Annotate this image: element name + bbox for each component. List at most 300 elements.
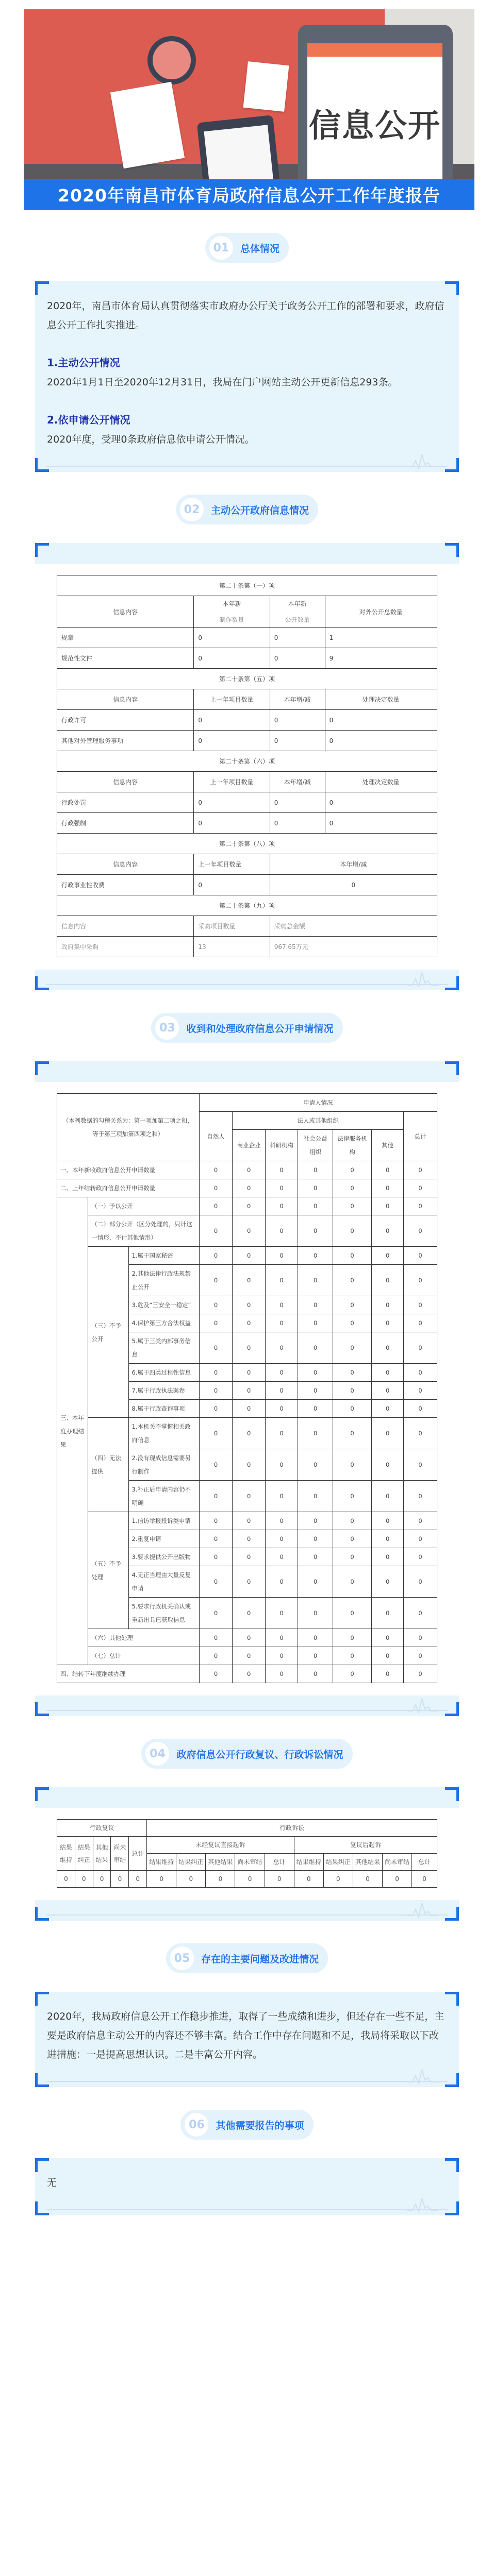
- table-row: 规章 0 0 1: [57, 628, 437, 648]
- value-cell: 0: [404, 1215, 437, 1247]
- value-cell: 0: [265, 1197, 298, 1215]
- value-cell: 0: [298, 1598, 333, 1629]
- value-cell: 0: [233, 1215, 265, 1247]
- value-cell: 0: [412, 1871, 437, 1888]
- value-cell: 0: [298, 1179, 333, 1197]
- row-label: 2.重复申请: [128, 1530, 199, 1548]
- table-row: [57, 1871, 437, 1888]
- value-cell: 0: [372, 1449, 404, 1481]
- value-cell: 0: [333, 1629, 372, 1647]
- chart-paper-illustration: [243, 61, 289, 112]
- column-header: 结果纠正: [176, 1854, 206, 1871]
- report-page: [0, 9, 494, 2277]
- value-cell: 0: [265, 1481, 298, 1512]
- value-cell: 0: [265, 1548, 298, 1566]
- value-cell: 0: [333, 1400, 372, 1418]
- row-label: 4.保护第三方合法权益: [128, 1314, 199, 1332]
- value-cell: 0: [298, 1566, 333, 1598]
- value-cell: 0: [233, 1247, 265, 1265]
- value-cell: 0: [372, 1548, 404, 1566]
- value-cell: 0: [199, 1481, 233, 1512]
- value-cell: 0: [199, 1418, 233, 1449]
- section-number: 06: [185, 2113, 208, 2137]
- item-title: 第二十条第（八）项: [57, 834, 437, 854]
- value-cell: 0: [404, 1161, 437, 1179]
- value-cell: 0: [265, 1598, 298, 1629]
- value-cell: 0: [333, 1332, 372, 1364]
- value-cell: 0: [57, 1871, 75, 1888]
- column-header: 行政诉讼: [147, 1820, 437, 1837]
- value-cell: 0: [298, 1332, 333, 1364]
- column-header: 其他结果: [206, 1854, 235, 1871]
- value-cell: 0: [404, 1265, 437, 1296]
- value-cell: 0: [265, 1418, 298, 1449]
- value-cell: 0: [298, 1665, 333, 1683]
- column-header: 上一年项目数量: [194, 689, 270, 710]
- value-cell: 0: [298, 1418, 333, 1449]
- value-cell: 0: [333, 1215, 372, 1247]
- column-header: 处理决定数量: [325, 689, 437, 710]
- subgroup-label: （五）不予处理: [88, 1512, 128, 1629]
- value-cell: 0: [199, 1598, 233, 1629]
- column-header: 本年增/减: [270, 689, 325, 710]
- column-header: 其他结果: [353, 1854, 382, 1871]
- value-cell: 0: [233, 1647, 265, 1665]
- value-cell: 0: [333, 1265, 372, 1296]
- value-cell: 0: [333, 1481, 372, 1512]
- value-cell: 0: [265, 1665, 298, 1683]
- review-litigation-box: [35, 1787, 459, 1921]
- value-cell: 0: [75, 1871, 93, 1888]
- value-cell: 0: [404, 1418, 437, 1449]
- pulse-line-icon: [407, 1698, 438, 1713]
- table-row: 行政处罚 0 0 0: [57, 792, 437, 813]
- value-cell: 0: [333, 1364, 372, 1382]
- value-cell: 0: [333, 1598, 372, 1629]
- row-label: （六）其他处理: [88, 1629, 199, 1647]
- value-cell: 0: [372, 1179, 404, 1197]
- value-cell: 0: [404, 1382, 437, 1400]
- table-row: [57, 1647, 437, 1665]
- column-header: 结果纠正: [75, 1837, 93, 1871]
- value-cell: 0: [199, 1364, 233, 1382]
- section-title: 收到和处理政府信息公开申请情况: [186, 1023, 334, 1035]
- problems-text: 2020年，我局政府信息公开工作稳步推进，取得了一些成绩和进步，但还存在一些不足，主要是政府信息主动公开的内容还不够丰富。结合工作中存在问题和不足，我局将采取以下改进措施：一是提高思想认识。二是丰富公开内容。: [47, 2011, 444, 2060]
- column-header: 信息内容: [57, 596, 194, 628]
- section-title: 存在的主要问题及改进情况: [201, 1953, 319, 1965]
- table-row: 规范性文件 0 0 9: [57, 648, 437, 669]
- value-cell: 0: [265, 1364, 298, 1382]
- value-cell: 0: [265, 1871, 294, 1888]
- value-cell: 0: [298, 1530, 333, 1548]
- table-note: （本列数据的勾稽关系为：第一项加第二项之和，等于第三项加第四项之和）: [57, 1094, 200, 1161]
- value-cell: 0: [199, 1382, 233, 1400]
- column-header: 对外公开总数量: [325, 596, 437, 628]
- section-header-06: [0, 2110, 494, 2140]
- row-label: 四、结转下年度继续办理: [57, 1665, 200, 1683]
- row-label: 6.属于四类过程性信息: [128, 1364, 199, 1382]
- review-litigation-table: [57, 1819, 437, 1888]
- active-disclosure-table: [57, 575, 437, 957]
- row-label: 7.属于行政执法案卷: [128, 1382, 199, 1400]
- section-header-02: [0, 495, 494, 524]
- value-cell: 0: [333, 1566, 372, 1598]
- value-cell: 0: [404, 1197, 437, 1215]
- value-cell: 0: [353, 1871, 382, 1888]
- row-label: 2.没有现成信息需要另行制作: [128, 1449, 199, 1481]
- value-cell: 0: [233, 1418, 265, 1449]
- value-cell: 0: [404, 1314, 437, 1332]
- table-row: [57, 1247, 437, 1265]
- pulse-line-icon: [407, 1902, 438, 1918]
- value-cell: 0: [298, 1314, 333, 1332]
- value-cell: 0: [199, 1665, 233, 1683]
- value-cell: 0: [333, 1665, 372, 1683]
- row-label: 3.危及“三安全一稳定”: [128, 1296, 199, 1314]
- value-cell: 0: [199, 1449, 233, 1481]
- value-cell: 0: [298, 1197, 333, 1215]
- value-cell: 0: [265, 1247, 298, 1265]
- value-cell: 0: [333, 1418, 372, 1449]
- value-cell: 0: [372, 1566, 404, 1598]
- table-row: 其他对外管理服务事项 0 0 0: [57, 731, 437, 751]
- table-row: [57, 1179, 437, 1197]
- subgroup-label: （三）不予公开: [88, 1247, 128, 1418]
- value-cell: 0: [298, 1161, 333, 1179]
- column-header: 结果维持: [147, 1854, 176, 1871]
- table-row: [57, 1629, 437, 1647]
- value-cell: 0: [93, 1871, 111, 1888]
- section-header-03: [0, 1013, 494, 1043]
- value-cell: 0: [333, 1512, 372, 1530]
- value-cell: 0: [404, 1481, 437, 1512]
- value-cell: 0: [372, 1215, 404, 1247]
- value-cell: 0: [233, 1179, 265, 1197]
- value-cell: 0: [372, 1247, 404, 1265]
- column-header: 自然人: [199, 1112, 233, 1161]
- value-cell: 0: [333, 1161, 372, 1179]
- value-cell: 0: [199, 1647, 233, 1665]
- chart-paper-illustration: [110, 82, 185, 169]
- value-cell: 0: [298, 1449, 333, 1481]
- value-cell: 0: [372, 1332, 404, 1364]
- application-disclosure-text: 2020年度，受理0条政府信息依申请公开情况。: [47, 434, 255, 445]
- value-cell: 0: [233, 1566, 265, 1598]
- row-label: 1.信访举报投诉类申请: [128, 1512, 199, 1530]
- value-cell: 0: [333, 1296, 372, 1314]
- group-label: 三、本年度办理结果: [57, 1197, 88, 1665]
- column-header: 信息内容: [57, 916, 194, 937]
- column-header: 尚未审结: [235, 1854, 265, 1871]
- section-header-05: [0, 1943, 494, 1973]
- column-header: 复议后起诉: [294, 1837, 437, 1854]
- value-cell: 0: [265, 1215, 298, 1247]
- row-label: 2.其他法律行政法规禁止公开: [128, 1265, 199, 1296]
- column-header: 尚未审结: [383, 1854, 412, 1871]
- report-title: 2020年南昌市体育局政府信息公开工作年度报告: [24, 179, 474, 210]
- table-row: 政府集中采购 13 967.65万元: [57, 937, 437, 957]
- value-cell: 0: [129, 1871, 147, 1888]
- corner-bracket: [445, 281, 459, 295]
- row-label: 1.本机关不掌握相关政府信息: [128, 1418, 199, 1449]
- table-row: 行政事业性收费 0 0: [57, 875, 437, 895]
- value-cell: 0: [233, 1400, 265, 1418]
- table-row: 行政强制 0 0 0: [57, 813, 437, 834]
- value-cell: 0: [199, 1179, 233, 1197]
- value-cell: 0: [265, 1179, 298, 1197]
- value-cell: 0: [298, 1481, 333, 1512]
- value-cell: 0: [233, 1629, 265, 1647]
- row-label: 1.属于国家秘密: [128, 1247, 199, 1265]
- row-label: 一、本年新收政府信息公开申请数量: [57, 1161, 200, 1179]
- value-cell: 0: [372, 1364, 404, 1382]
- pulse-line-icon: [407, 972, 438, 987]
- value-cell: 0: [199, 1400, 233, 1418]
- section-title: 政府信息公开行政复议、行政诉讼情况: [176, 1749, 343, 1760]
- value-cell: 0: [298, 1265, 333, 1296]
- column-header: 总计: [404, 1112, 437, 1161]
- value-cell: 0: [233, 1265, 265, 1296]
- item-title: 第二十条第（六）项: [57, 751, 437, 772]
- value-cell: 0: [265, 1296, 298, 1314]
- magnifier-illustration: [147, 36, 196, 84]
- pulse-line-icon: [407, 2069, 438, 2084]
- value-cell: 0: [333, 1548, 372, 1566]
- value-cell: 0: [323, 1871, 353, 1888]
- value-cell: 0: [176, 1871, 206, 1888]
- column-header: 行政复议: [57, 1820, 147, 1837]
- column-header: 总计: [129, 1837, 147, 1871]
- value-cell: 0: [235, 1871, 265, 1888]
- row-label: 3.补正后申请内容仍不明确: [128, 1481, 199, 1512]
- column-header: 申请人情况: [199, 1094, 437, 1112]
- section-title: 总体情况: [240, 243, 279, 255]
- item-title: 第二十条第（一）项: [57, 575, 437, 596]
- item-title: 第二十条第（九）项: [57, 895, 437, 916]
- value-cell: 0: [372, 1530, 404, 1548]
- value-cell: 0: [233, 1530, 265, 1548]
- value-cell: 0: [233, 1548, 265, 1566]
- value-cell: 0: [199, 1296, 233, 1314]
- column-header: 处理决定数量: [325, 772, 437, 792]
- column-header: 结果维持: [57, 1837, 75, 1871]
- value-cell: 0: [265, 1566, 298, 1598]
- value-cell: 0: [199, 1265, 233, 1296]
- value-cell: 0: [372, 1314, 404, 1332]
- value-cell: 0: [298, 1296, 333, 1314]
- value-cell: 0: [265, 1265, 298, 1296]
- value-cell: 0: [265, 1512, 298, 1530]
- table-row: 行政许可 0 0 0: [57, 710, 437, 731]
- table-row: [57, 1197, 437, 1215]
- table-row: [57, 1215, 437, 1247]
- value-cell: 0: [233, 1364, 265, 1382]
- section-title: 主动公开政府信息情况: [210, 504, 309, 516]
- column-header: 本年新 制作数量: [194, 596, 270, 628]
- column-header: 未经复议直接起诉: [147, 1837, 294, 1854]
- value-cell: 0: [199, 1161, 233, 1179]
- value-cell: 0: [404, 1598, 437, 1629]
- column-header: 采购总金额: [270, 916, 437, 937]
- value-cell: 0: [265, 1449, 298, 1481]
- value-cell: 0: [372, 1665, 404, 1683]
- row-label: （二）部分公开（区分处理的，只计这一情形，不计其他情形）: [88, 1215, 199, 1247]
- value-cell: 0: [404, 1364, 437, 1382]
- problems-box: [35, 1992, 459, 2087]
- active-disclosure-text: 2020年1月1日至2020年12月31日，我局在门户网站主动公开更新信息293条。: [47, 377, 398, 388]
- column-header: 法人或其他组织: [233, 1112, 404, 1130]
- value-cell: 0: [372, 1629, 404, 1647]
- row-label: （一）予以公开: [88, 1197, 199, 1215]
- section-number: 01: [209, 236, 233, 260]
- value-cell: 0: [233, 1161, 265, 1179]
- active-disclosure-heading: 1.主动公开情况: [47, 357, 120, 369]
- section-title: 其他需要报告的事项: [216, 2120, 304, 2131]
- value-cell: 0: [333, 1382, 372, 1400]
- value-cell: 0: [333, 1179, 372, 1197]
- value-cell: 0: [233, 1314, 265, 1332]
- value-cell: 0: [372, 1400, 404, 1418]
- value-cell: 0: [298, 1247, 333, 1265]
- section-number: 02: [180, 498, 204, 521]
- value-cell: 0: [372, 1598, 404, 1629]
- section-number: 05: [170, 1946, 194, 1970]
- value-cell: 0: [199, 1566, 233, 1598]
- column-header: 本年新 公开数量: [270, 596, 325, 628]
- value-cell: 0: [233, 1481, 265, 1512]
- value-cell: 0: [233, 1449, 265, 1481]
- value-cell: 0: [372, 1481, 404, 1512]
- row-label: 4.无正当理由大量反复申请: [128, 1566, 199, 1598]
- value-cell: 0: [372, 1197, 404, 1215]
- value-cell: 0: [404, 1629, 437, 1647]
- value-cell: 0: [333, 1647, 372, 1665]
- value-cell: 0: [333, 1530, 372, 1548]
- item-title: 第二十条第（五）项: [57, 669, 437, 689]
- column-header: 尚未审结: [111, 1837, 129, 1871]
- value-cell: 0: [372, 1418, 404, 1449]
- value-cell: 0: [265, 1530, 298, 1548]
- value-cell: 0: [404, 1647, 437, 1665]
- other-matters-text: 无: [47, 2177, 57, 2189]
- laptop-illustration: [298, 25, 453, 205]
- value-cell: 0: [265, 1647, 298, 1665]
- column-header: 其他: [372, 1130, 404, 1161]
- value-cell: 0: [199, 1332, 233, 1364]
- value-cell: 0: [199, 1314, 233, 1332]
- row-label: （七）总计: [88, 1647, 199, 1665]
- row-label: 3.要求提供公开出版物: [128, 1548, 199, 1566]
- overview-intro: 2020年，南昌市体育局认真贯彻落实市政府办公厅关于政务公开工作的部署和要求，政府信息公开工作扎实推进。: [47, 300, 444, 331]
- corner-bracket: [35, 458, 49, 472]
- section-number: 03: [155, 1016, 179, 1040]
- value-cell: 0: [372, 1512, 404, 1530]
- value-cell: 0: [265, 1382, 298, 1400]
- value-cell: 0: [333, 1247, 372, 1265]
- pulse-line-icon: [407, 2197, 438, 2212]
- value-cell: 0: [372, 1296, 404, 1314]
- column-header: 总计: [412, 1854, 437, 1871]
- laptop-screen-label: 信息公开: [308, 107, 441, 144]
- value-cell: 0: [199, 1197, 233, 1215]
- value-cell: 0: [199, 1512, 233, 1530]
- application-disclosure-heading: 2.依申请公开情况: [47, 414, 130, 426]
- column-header: 采购项目数量: [194, 916, 270, 937]
- value-cell: 0: [404, 1512, 437, 1530]
- row-label: 5.属于三类内部事务信息: [128, 1332, 199, 1364]
- value-cell: 0: [333, 1449, 372, 1481]
- active-disclosure-box: [35, 543, 459, 990]
- value-cell: 0: [383, 1871, 412, 1888]
- value-cell: 0: [233, 1598, 265, 1629]
- value-cell: 0: [199, 1548, 233, 1566]
- value-cell: 0: [404, 1400, 437, 1418]
- value-cell: 0: [404, 1530, 437, 1548]
- value-cell: 0: [298, 1548, 333, 1566]
- column-header: 本年增/减: [270, 772, 325, 792]
- table-row: [57, 1665, 437, 1683]
- value-cell: 0: [298, 1647, 333, 1665]
- column-header: 上一年项目数量: [194, 854, 270, 875]
- table-row: [57, 1512, 437, 1530]
- value-cell: 0: [333, 1314, 372, 1332]
- value-cell: 0: [265, 1332, 298, 1364]
- column-header: 信息内容: [57, 689, 194, 710]
- applications-box: [35, 1061, 459, 1716]
- value-cell: 0: [233, 1296, 265, 1314]
- banner-image: [24, 9, 474, 210]
- column-header: 科研机构: [265, 1130, 298, 1161]
- value-cell: 0: [404, 1332, 437, 1364]
- column-header: 其他结果: [93, 1837, 111, 1871]
- value-cell: 0: [199, 1530, 233, 1548]
- value-cell: 0: [372, 1161, 404, 1179]
- value-cell: 0: [298, 1512, 333, 1530]
- value-cell: 0: [233, 1332, 265, 1364]
- value-cell: 0: [265, 1629, 298, 1647]
- value-cell: 0: [298, 1629, 333, 1647]
- value-cell: 0: [404, 1179, 437, 1197]
- pulse-line-icon: [407, 453, 438, 469]
- column-header: 社会公益组织: [298, 1130, 333, 1161]
- value-cell: 0: [233, 1197, 265, 1215]
- value-cell: 0: [199, 1247, 233, 1265]
- value-cell: 0: [404, 1296, 437, 1314]
- row-label: 二、上年结转政府信息公开申请数量: [57, 1179, 200, 1197]
- value-cell: 0: [294, 1871, 323, 1888]
- value-cell: 0: [265, 1161, 298, 1179]
- value-cell: 0: [199, 1629, 233, 1647]
- column-header: 总计: [265, 1854, 294, 1871]
- section-header-01: [0, 233, 494, 263]
- column-header: 结果纠正: [323, 1854, 353, 1871]
- value-cell: 0: [265, 1400, 298, 1418]
- row-label: 8.属于行政查询事项: [128, 1400, 199, 1418]
- table-row: [57, 1418, 437, 1449]
- column-header: 信息内容: [57, 772, 194, 792]
- value-cell: 0: [206, 1871, 235, 1888]
- subgroup-label: （四）无法提供: [88, 1418, 128, 1512]
- column-header: 本年增/减: [270, 854, 437, 875]
- value-cell: 0: [298, 1382, 333, 1400]
- value-cell: 0: [233, 1382, 265, 1400]
- column-header: 法律服务机构: [333, 1130, 372, 1161]
- value-cell: 0: [147, 1871, 176, 1888]
- value-cell: 0: [404, 1665, 437, 1683]
- value-cell: 0: [333, 1197, 372, 1215]
- value-cell: 0: [372, 1647, 404, 1665]
- column-header: 上一年项目数量: [194, 772, 270, 792]
